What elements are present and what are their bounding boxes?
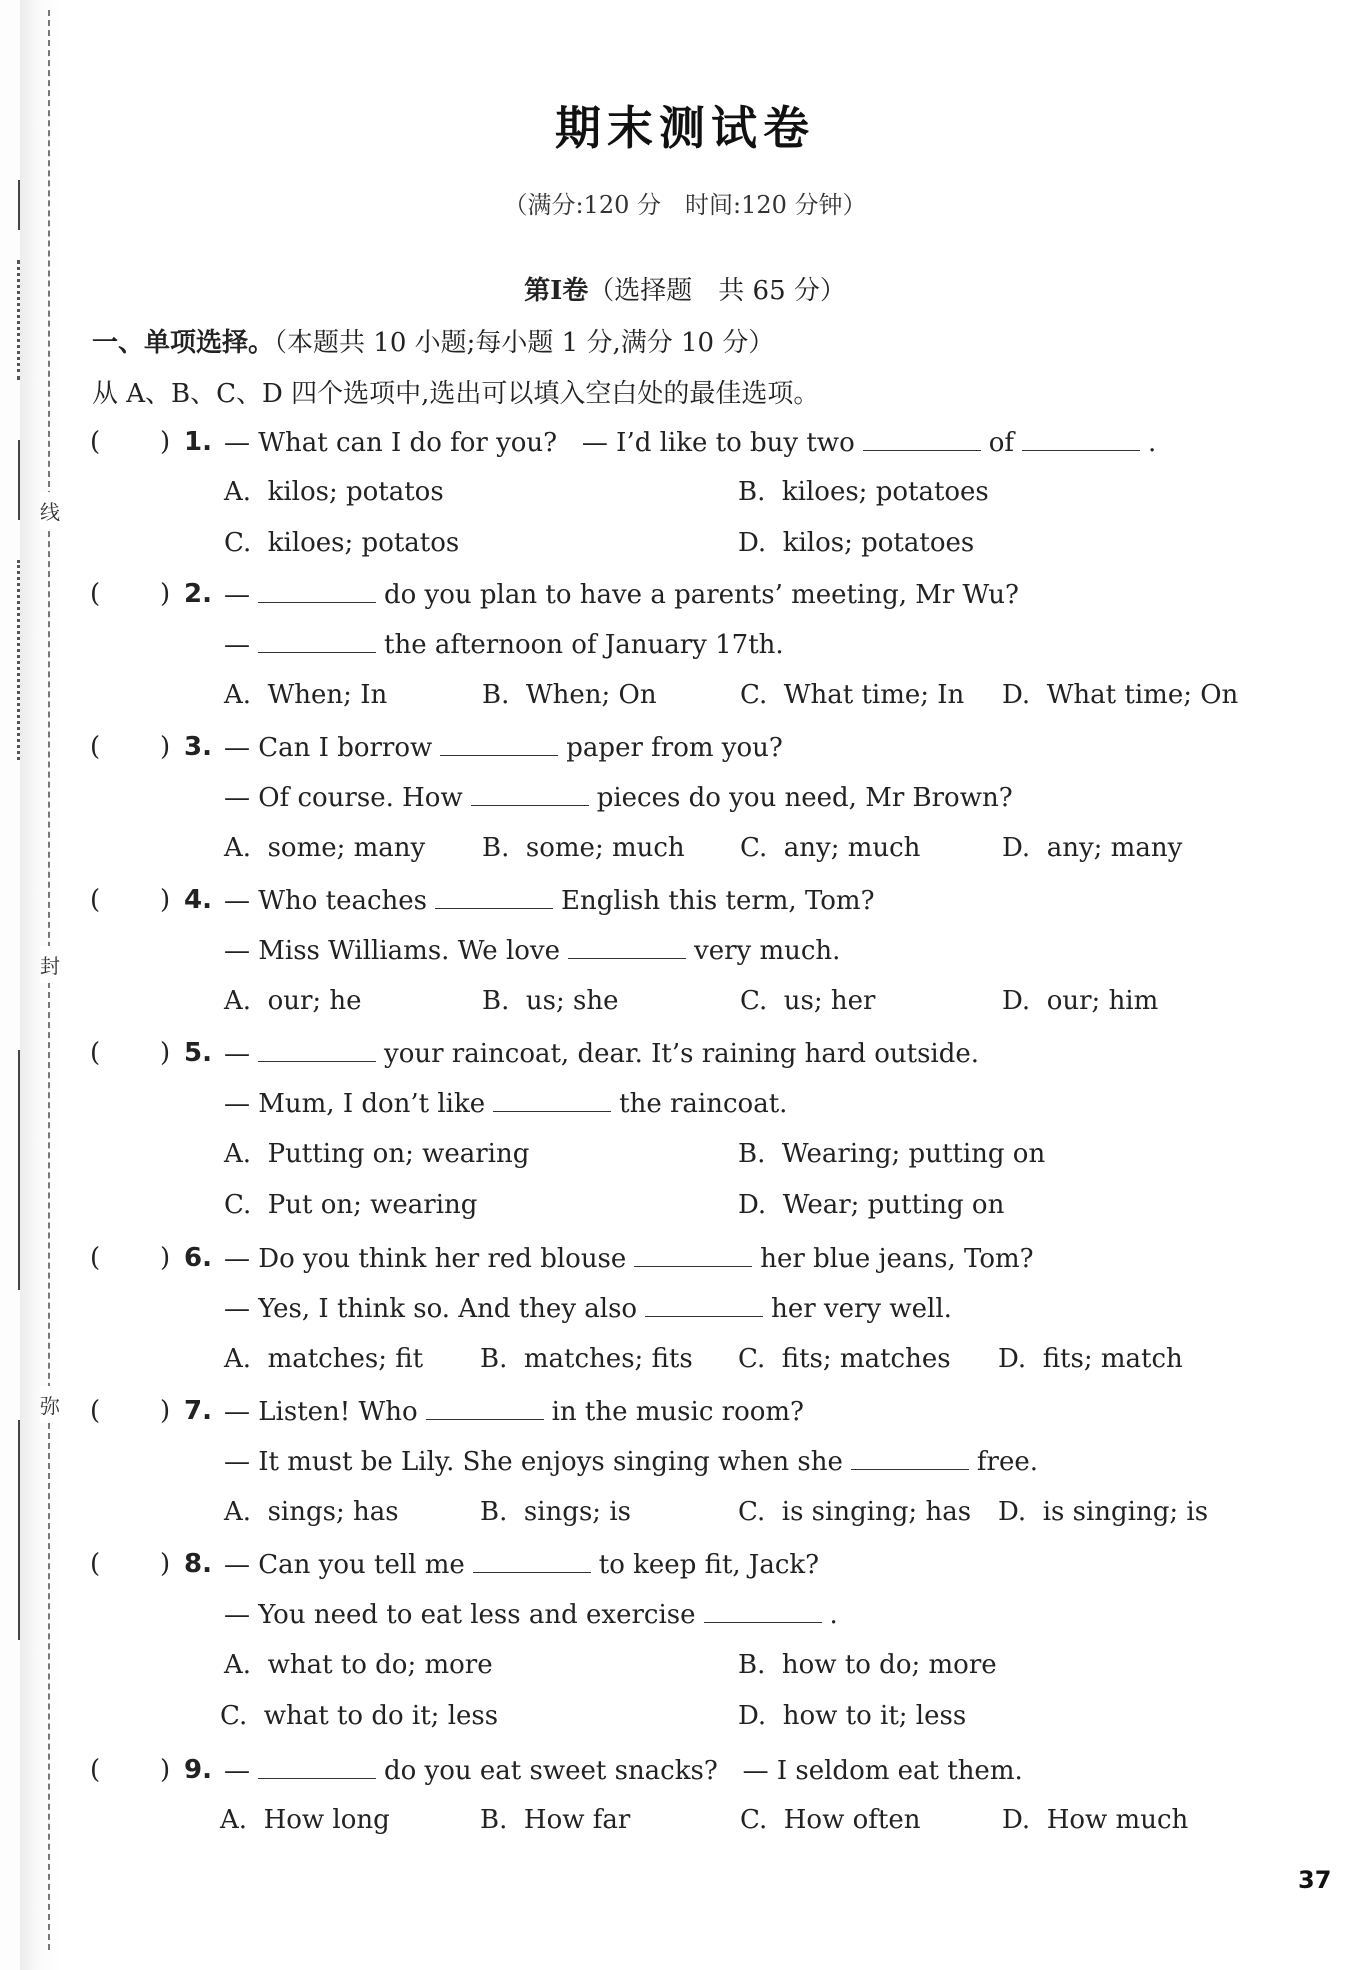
instruction-text: 从 A、B、C、D 四个选项中,选出可以填入空白处的最佳选项。 — [92, 379, 820, 409]
question-text — [224, 1033, 979, 1074]
score-time-info: （满分:120 分 时间:120 分钟） — [503, 191, 867, 219]
answer-slot[interactable] — [90, 1033, 171, 1073]
option-d[interactable]: D. How much — [1002, 1805, 1189, 1835]
option-d[interactable]: D. What time; On — [1002, 680, 1239, 710]
question-text — [224, 1391, 804, 1432]
question-text-part: do you eat sweet snacks? — I seldom eat them. — [384, 1756, 1023, 1786]
option-a[interactable]: A. kilos; potatos — [224, 477, 444, 507]
option-d[interactable]: D. Wear; putting on — [738, 1190, 1005, 1220]
question-number: 1. — [184, 427, 212, 457]
question-text-part: of — [988, 428, 1014, 458]
question-number: 5. — [184, 1038, 212, 1068]
answer-blank — [258, 1033, 376, 1062]
paren-open: ( — [90, 885, 101, 915]
question-text-part: — Can I borrow — [224, 733, 433, 763]
option-d[interactable]: D. is singing; is — [998, 1497, 1209, 1527]
paren-open: ( — [90, 579, 101, 609]
answer-text-part: very much. — [694, 936, 841, 966]
answer-blank — [258, 1750, 376, 1779]
margin-mark — [18, 1420, 20, 1640]
answer-text-part: — You need to eat less and exercise — [224, 1600, 696, 1630]
question-text-part: English this term, Tom? — [561, 886, 875, 916]
option-b[interactable]: B. How far — [480, 1805, 631, 1835]
paren-open: ( — [90, 1549, 101, 1579]
answer-text-part: — Mum, I don’t like — [224, 1089, 486, 1119]
question-text-part: paper from you? — [566, 733, 783, 763]
option-c[interactable]: C. kiloes; potatos — [224, 528, 460, 558]
answer-blank — [473, 1544, 591, 1573]
question-text-part: — — [224, 1756, 250, 1786]
answer-slot[interactable] — [90, 1544, 171, 1584]
section-heading — [92, 322, 774, 359]
question-text-part: . — [1148, 428, 1157, 458]
paren-open: ( — [90, 732, 101, 762]
option-d[interactable]: D. our; him — [1002, 986, 1159, 1016]
paren-close: ) — [160, 1038, 171, 1068]
question-number: 7. — [184, 1396, 212, 1426]
question-text-part: — Who teaches — [224, 886, 428, 916]
option-a[interactable]: A. our; he — [224, 986, 362, 1016]
question-text-part: — — [224, 580, 250, 610]
answer-text-part: — — [224, 630, 250, 660]
answer-text-part: — Yes, I think so. And they also — [224, 1294, 638, 1324]
question-text-part: your raincoat, dear. It’s raining hard outside. — [384, 1039, 980, 1069]
question-text — [224, 1238, 1034, 1279]
answer-blank — [471, 777, 589, 806]
answer-text — [224, 1288, 952, 1329]
paren-open: ( — [90, 1755, 101, 1785]
question-text-part: do you plan to have a parents’ meeting, Mr Wu? — [384, 580, 1019, 610]
question-text-part: — Listen! Who — [224, 1397, 418, 1427]
paren-close: ) — [160, 1243, 171, 1273]
option-a[interactable]: A. some; many — [224, 833, 426, 863]
answer-blank — [426, 1391, 544, 1420]
option-c[interactable]: C. any; much — [740, 833, 921, 863]
answer-blank — [258, 574, 376, 603]
question-text-part: — Can you tell me — [224, 1550, 465, 1580]
margin-dots — [17, 560, 20, 760]
question-text — [224, 880, 875, 921]
answer-blank — [634, 1238, 752, 1267]
answer-text-part: the afternoon of January 17th. — [384, 630, 784, 660]
answer-slot[interactable] — [90, 1750, 171, 1790]
answer-blank — [440, 727, 558, 756]
answer-text-part: her very well. — [771, 1294, 952, 1324]
answer-blank — [851, 1441, 969, 1470]
option-c[interactable]: C. us; her — [740, 986, 876, 1016]
answer-text-part: — Of course. How — [224, 783, 463, 813]
margin-mark — [18, 440, 20, 520]
option-c[interactable]: C. fits; matches — [738, 1344, 951, 1374]
section-label: 一、单项选择。 — [92, 328, 275, 358]
answer-blank — [1022, 422, 1140, 451]
question-text — [224, 422, 1156, 463]
answer-text — [224, 1083, 787, 1124]
paren-close: ) — [160, 885, 171, 915]
answer-slot[interactable] — [90, 1238, 171, 1278]
question-text-part: — Do you think her red blouse — [224, 1244, 627, 1274]
paren-close: ) — [160, 732, 171, 762]
answer-text-part: — Miss Williams. We love — [224, 936, 561, 966]
paren-open: ( — [90, 427, 101, 457]
option-c[interactable]: C. is singing; has — [738, 1497, 972, 1527]
question-text — [224, 727, 783, 768]
paren-close: ) — [160, 1549, 171, 1579]
part-heading — [0, 270, 1350, 307]
answer-blank — [645, 1288, 763, 1317]
question-text-part: in the music room? — [551, 1397, 804, 1427]
page-number: 37 — [1298, 1866, 1332, 1894]
answer-blank — [493, 1083, 611, 1112]
option-b[interactable]: B. some; much — [482, 833, 685, 863]
answer-text — [224, 1594, 838, 1635]
paren-open: ( — [90, 1396, 101, 1426]
option-b[interactable]: B. kiloes; potatoes — [738, 477, 989, 507]
section-detail: （本题共 10 小题;每小题 1 分,满分 10 分） — [274, 328, 775, 358]
option-b[interactable]: B. how to do; more — [738, 1650, 997, 1680]
answer-text-part: free. — [976, 1447, 1038, 1477]
answer-text-part: the raincoat. — [619, 1089, 788, 1119]
answer-slot[interactable] — [90, 574, 171, 614]
option-c[interactable]: C. what to do it; less — [220, 1701, 499, 1731]
answer-text — [224, 777, 1013, 818]
answer-slot[interactable] — [90, 1391, 171, 1431]
paren-close: ) — [160, 1396, 171, 1426]
answer-blank — [863, 422, 981, 451]
option-c[interactable]: C. What time; In — [740, 680, 965, 710]
margin-mark — [18, 1050, 20, 1290]
answer-text-part: pieces do you need, Mr Brown? — [596, 783, 1013, 813]
answer-blank — [258, 624, 376, 653]
paren-close: ) — [160, 579, 171, 609]
paren-open: ( — [90, 1243, 101, 1273]
option-b[interactable]: B. Wearing; putting on — [738, 1139, 1046, 1169]
option-b[interactable]: B. When; On — [482, 680, 657, 710]
option-d[interactable]: D. kilos; potatoes — [738, 528, 975, 558]
option-c[interactable]: C. Put on; wearing — [224, 1190, 478, 1220]
binding-char-line: 线 — [40, 492, 60, 529]
option-b[interactable]: B. sings; is — [480, 1497, 631, 1527]
option-b[interactable]: B. us; she — [482, 986, 619, 1016]
option-d[interactable]: D. how to it; less — [738, 1701, 967, 1731]
option-a[interactable]: A. When; In — [224, 680, 388, 710]
part-detail: （选择题 共 65 分） — [588, 276, 846, 306]
part-label: 第Ⅰ卷 — [524, 276, 589, 306]
answer-slot[interactable] — [90, 422, 171, 462]
paren-open: ( — [90, 1038, 101, 1068]
option-a[interactable]: A. sings; has — [224, 1497, 399, 1527]
answer-slot[interactable] — [90, 727, 171, 767]
question-text-part: — What can I do for you? — I’d like to buy two — [224, 428, 855, 458]
question-number: 8. — [184, 1549, 212, 1579]
question-text-part: her blue jeans, Tom? — [760, 1244, 1034, 1274]
option-d[interactable]: D. any; many — [1002, 833, 1183, 863]
question-text — [224, 574, 1019, 615]
question-number: 4. — [184, 885, 212, 915]
answer-blank — [704, 1594, 822, 1623]
answer-text — [224, 930, 840, 971]
option-a[interactable]: A. what to do; more — [224, 1650, 493, 1680]
answer-text — [224, 624, 784, 665]
option-c[interactable]: C. How often — [740, 1805, 921, 1835]
answer-text-part: — It must be Lily. She enjoys singing when she — [224, 1447, 843, 1477]
question-text-part: — — [224, 1039, 250, 1069]
question-number: 2. — [184, 579, 212, 609]
option-a[interactable]: A. Putting on; wearing — [224, 1139, 530, 1169]
paren-close: ) — [160, 427, 171, 457]
answer-slot[interactable] — [90, 880, 171, 920]
question-number: 6. — [184, 1243, 212, 1273]
binding-char-seal: 封 — [40, 946, 60, 983]
answer-blank — [568, 930, 686, 959]
option-a[interactable]: A. How long — [220, 1805, 390, 1835]
question-text-part: to keep fit, Jack? — [598, 1550, 820, 1580]
paren-close: ) — [160, 1755, 171, 1785]
option-a[interactable]: A. matches; fit — [224, 1344, 424, 1374]
binding-char-close: 弥 — [40, 1386, 60, 1423]
answer-blank — [435, 880, 553, 909]
question-text — [224, 1750, 1023, 1791]
answer-text — [224, 1441, 1038, 1482]
question-text — [224, 1544, 819, 1585]
option-d[interactable]: D. fits; match — [998, 1344, 1183, 1374]
question-number: 9. — [184, 1755, 212, 1785]
page-title: 期末测试卷 — [555, 101, 815, 155]
option-b[interactable]: B. matches; fits — [480, 1344, 693, 1374]
answer-text-part: . — [829, 1600, 838, 1630]
question-number: 3. — [184, 732, 212, 762]
